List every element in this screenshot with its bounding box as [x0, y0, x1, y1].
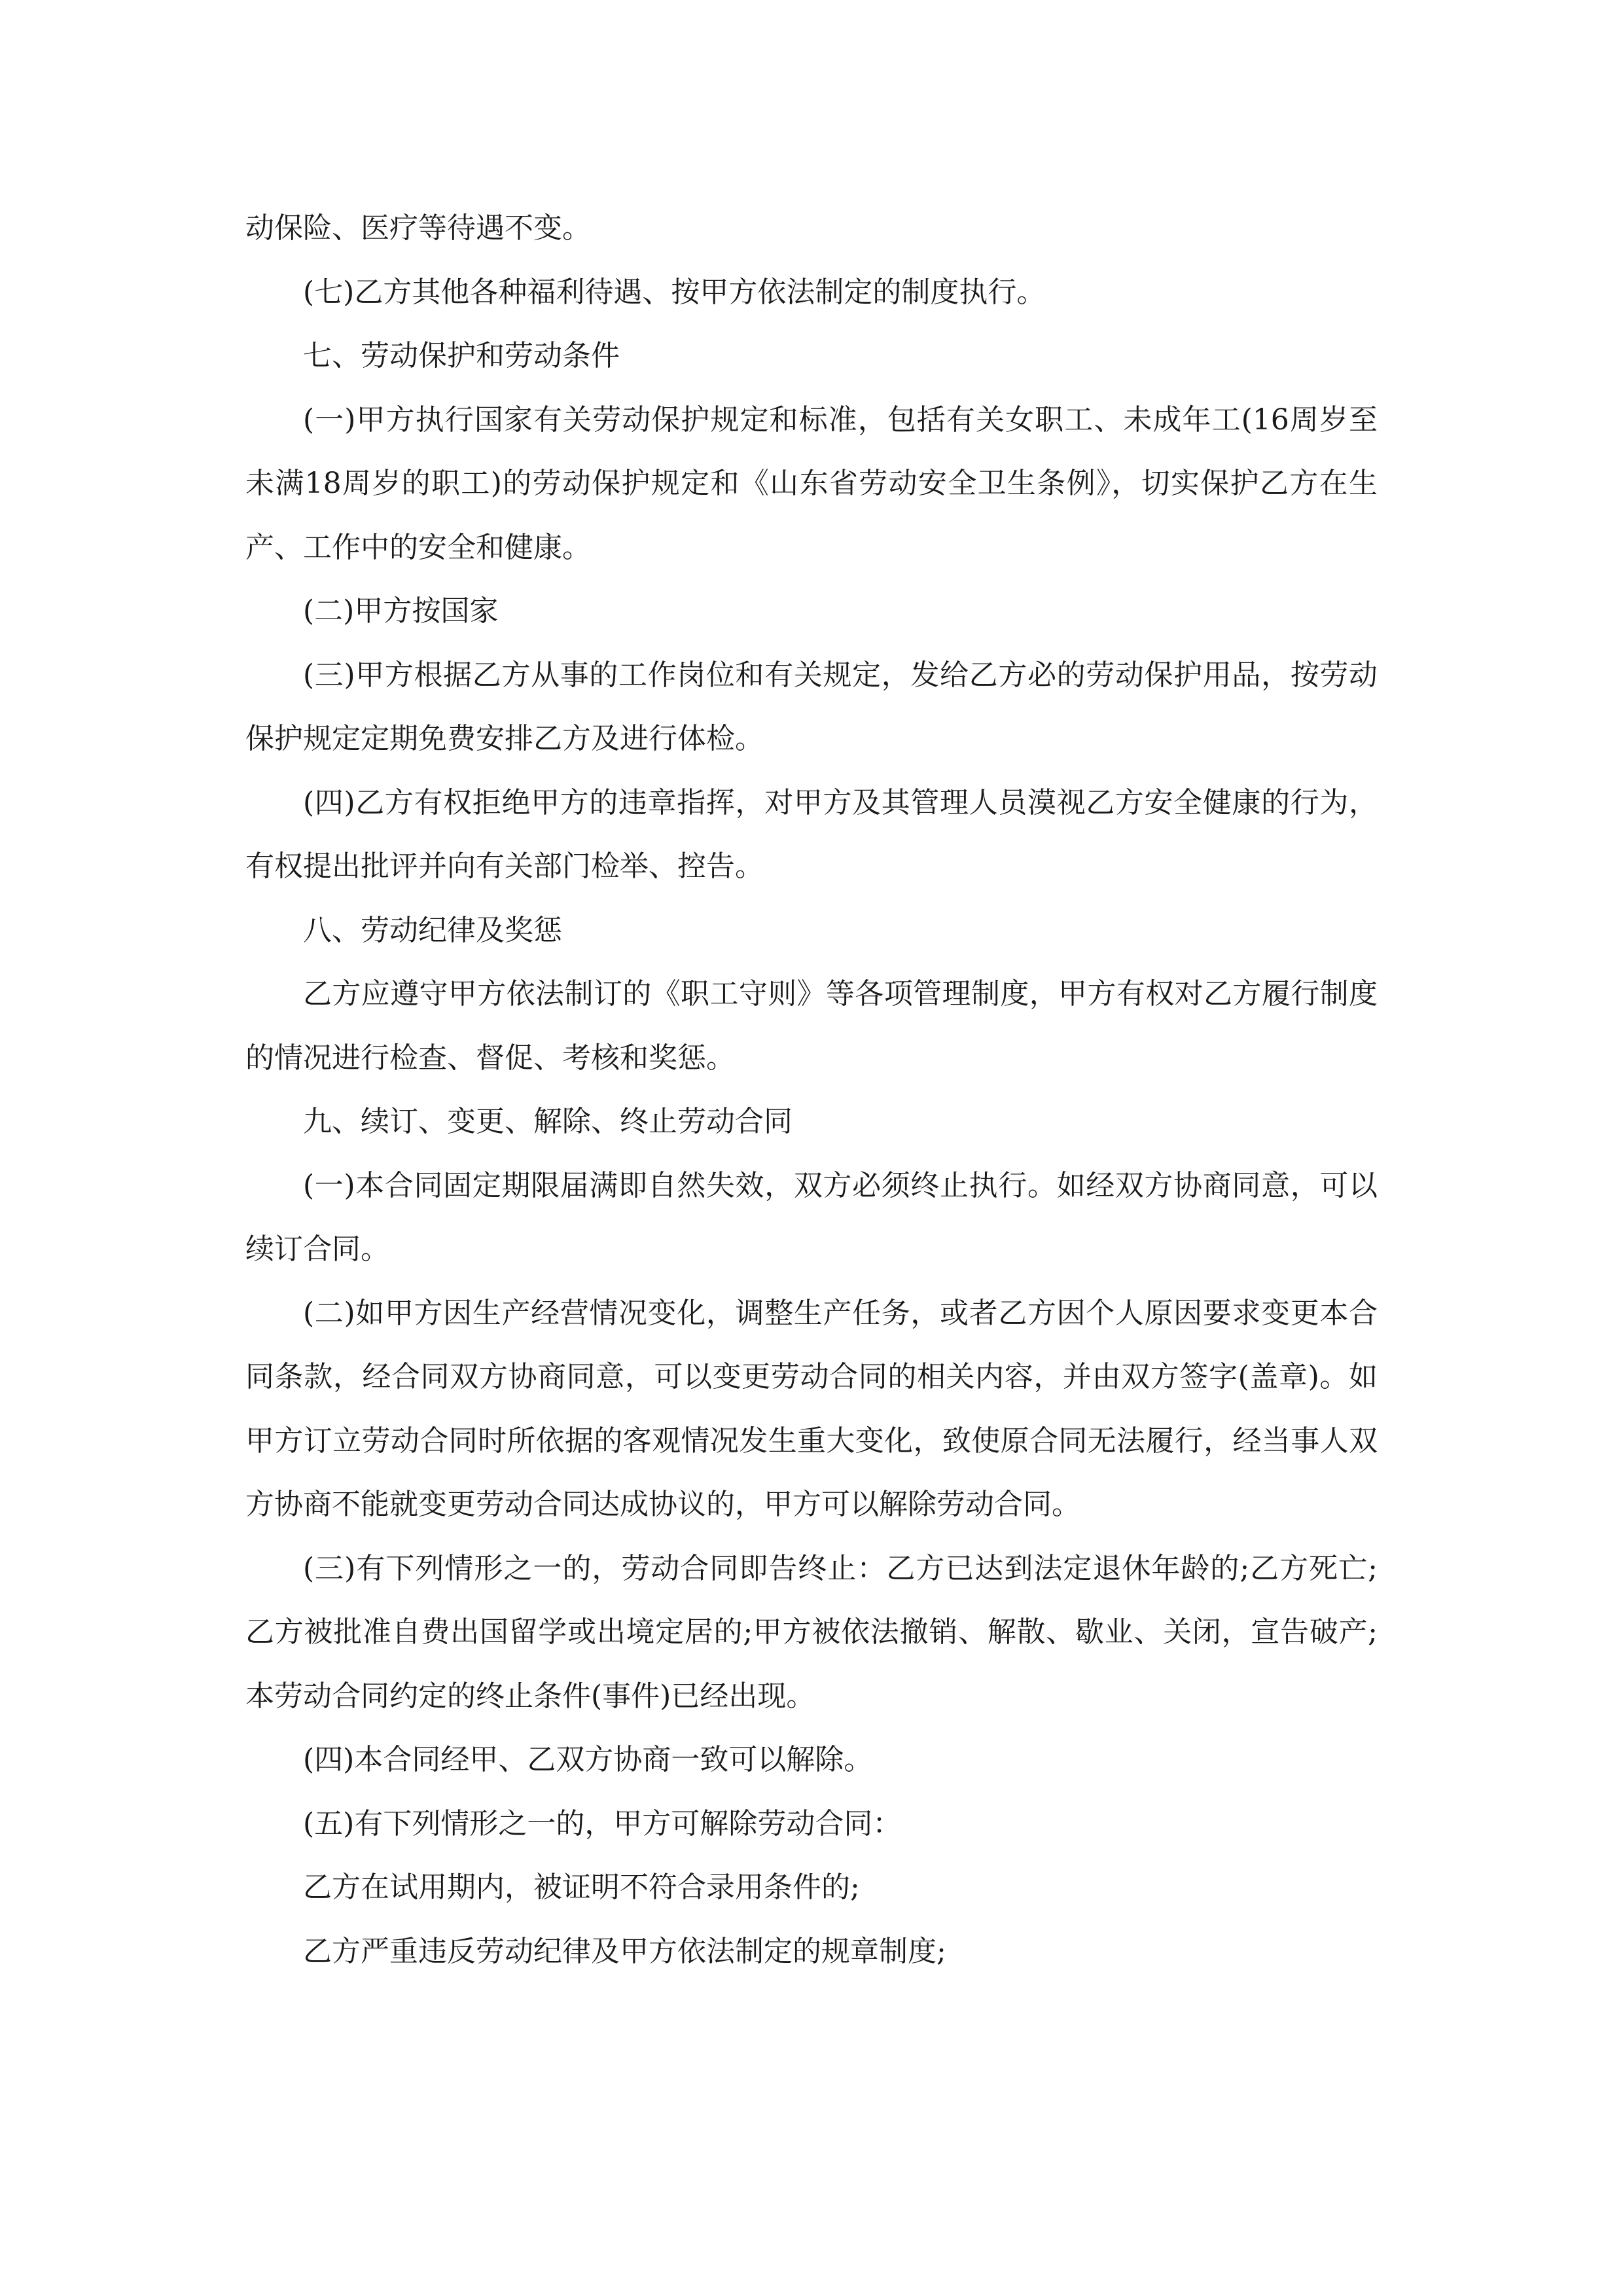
section-heading: 七、劳动保护和劳动条件 — [303, 339, 620, 372]
paragraph: (四)乙方有权拒绝甲方的违章指挥，对甲方及其管理人员漠视乙方安全健康的行为，有权提出批评并向有关部门检举、控告。 — [245, 785, 1378, 883]
paragraph: (二)如甲方因生产经营情况变化，调整生产任务，或者乙方因个人原因要求变更本合同条款，经合同双方协商同意，可以变更劳动合同的相关内容，并由双方签字(盖章)。如甲方订立劳动合同时所依据的客观情况发生重大变化，致使原合同无法履行，经当事人双方协商不能就变更劳动合同达成协议的，甲方可以解除劳动合同。 — [245, 1296, 1378, 1521]
document-body — [245, 196, 1378, 1983]
paragraph: 乙方在试用期内，被证明不符合录用条件的; — [303, 1871, 860, 1904]
paragraph: (七)乙方其他各种福利待遇、按甲方依法制定的制度执行。 — [303, 275, 1046, 309]
paragraph: 动保险、医疗等待遇不变。 — [245, 211, 591, 245]
paragraph: 乙方应遵守甲方依法制订的《职工守则》等各项管理制度，甲方有权对乙方履行制度的情况进行检查、督促、考核和奖惩。 — [245, 977, 1378, 1075]
section-heading: 九、续订、变更、解除、终止劳动合同 — [303, 1105, 793, 1138]
paragraph: (五)有下列情形之一的，甲方可解除劳动合同： — [303, 1806, 902, 1840]
paragraph: (四)本合同经甲、乙双方协商一致可以解除。 — [303, 1743, 873, 1776]
paragraph: (三)有下列情形之一的，劳动合同即告终止：乙方已达到法定退休年龄的;乙方死亡;乙方被批准自费出国留学或出境定居的;甲方被依法撤销、解散、歇业、关闭，宣告破产;本劳动合同约定的终止条件(事件)已经出现。 — [245, 1551, 1378, 1713]
paragraph: (一)甲方执行国家有关劳动保护规定和标准，包括有关女职工、未成年工(16周岁至未满18周岁的职工)的劳动保护规定和《山东省劳动安全卫生条例》，切实保护乙方在生产、工作中的安全和健康。 — [245, 403, 1378, 564]
section-heading: 八、劳动纪律及奖惩 — [303, 913, 562, 947]
paragraph: 乙方严重违反劳动纪律及甲方依法制定的规章制度; — [303, 1934, 946, 1968]
paragraph: (一)本合同固定期限届满即自然失效，双方必须终止执行。如经双方协商同意，可以续订合同。 — [245, 1168, 1378, 1266]
paragraph: (三)甲方根据乙方从事的工作岗位和有关规定，发给乙方必的劳动保护用品，按劳动保护规定定期免费安排乙方及进行体检。 — [245, 658, 1378, 755]
paragraph: (二)甲方按国家 — [303, 594, 499, 628]
